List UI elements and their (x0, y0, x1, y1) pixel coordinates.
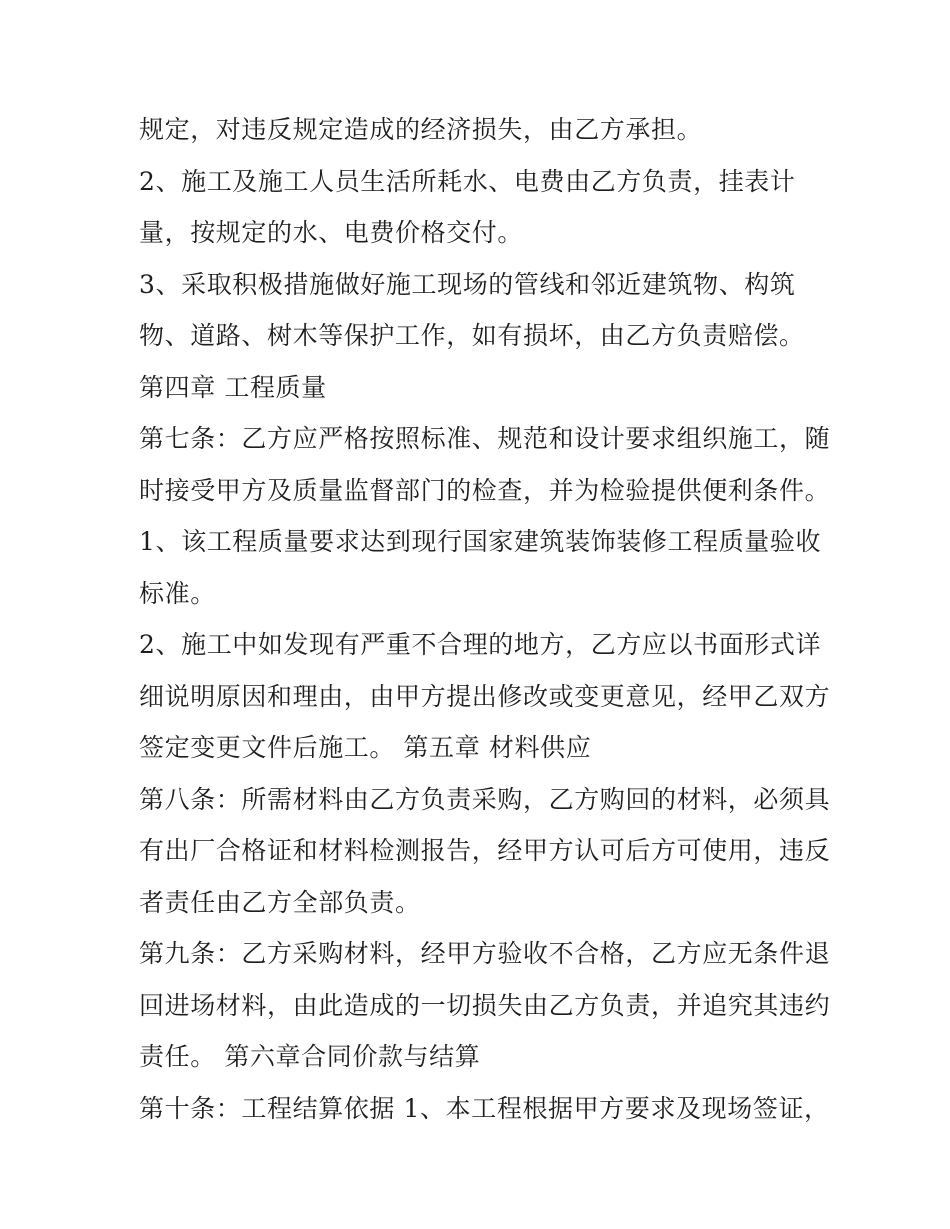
text-line: 3、采取积极措施做好施工现场的管线和邻近建筑物、构筑 (139, 269, 796, 299)
text-line: 第十条：工程结算依据 1、本工程根据甲方要求及现场签证， (139, 1093, 830, 1123)
text-line: 2、施工中如发现有严重不合理的地方，乙方应以书面形式详 (139, 630, 822, 659)
chapter-heading: 第四章 工程质量 (139, 372, 327, 402)
text-line: 第九条：乙方采购材料，经甲方验收不合格，乙方应无条件退 (139, 939, 831, 968)
text-line: 责任。 第六章合同价款与结算 (139, 1042, 481, 1071)
text-line: 签定变更文件后施工。 第五章 材料供应 (139, 733, 592, 762)
text-line: 规定，对违反规定造成的经济损失，由乙方承担。 (139, 115, 703, 144)
text-line: 第八条：所需材料由乙方负责采购，乙方购回的材料，必须具 (139, 784, 831, 814)
text-line: 1、该工程质量要求达到现行国家建筑装饰装修工程质量验收 (139, 527, 822, 556)
text-line: 标准。 (139, 578, 216, 608)
text-line: 者责任由乙方全部负责。 (139, 887, 421, 917)
text-line: 量，按规定的水、电费价格交付。 (139, 218, 524, 247)
text-line: 时接受甲方及质量监督部门的检查，并为检验提供便利条件。 (139, 475, 831, 505)
text-line: 2、施工及施工人员生活所耗水、电费由乙方负责，挂表计 (139, 166, 796, 196)
text-line: 有出厂合格证和材料检测报告，经甲方认可后方可使用，违反 (139, 836, 831, 865)
contract-text-body (139, 104, 831, 1134)
text-line: 回进场材料，由此造成的一切损失由乙方负责，并追究其违约 (139, 990, 831, 1020)
text-line: 第七条：乙方应严格按照标准、规范和设计要求组织施工，随 (139, 424, 831, 453)
text-line: 物、道路、树木等保护工作，如有损坏，由乙方负责赔偿。 (139, 321, 805, 350)
text-line: 细说明原因和理由，由甲方提出修改或变更意见，经甲乙双方 (139, 681, 831, 711)
